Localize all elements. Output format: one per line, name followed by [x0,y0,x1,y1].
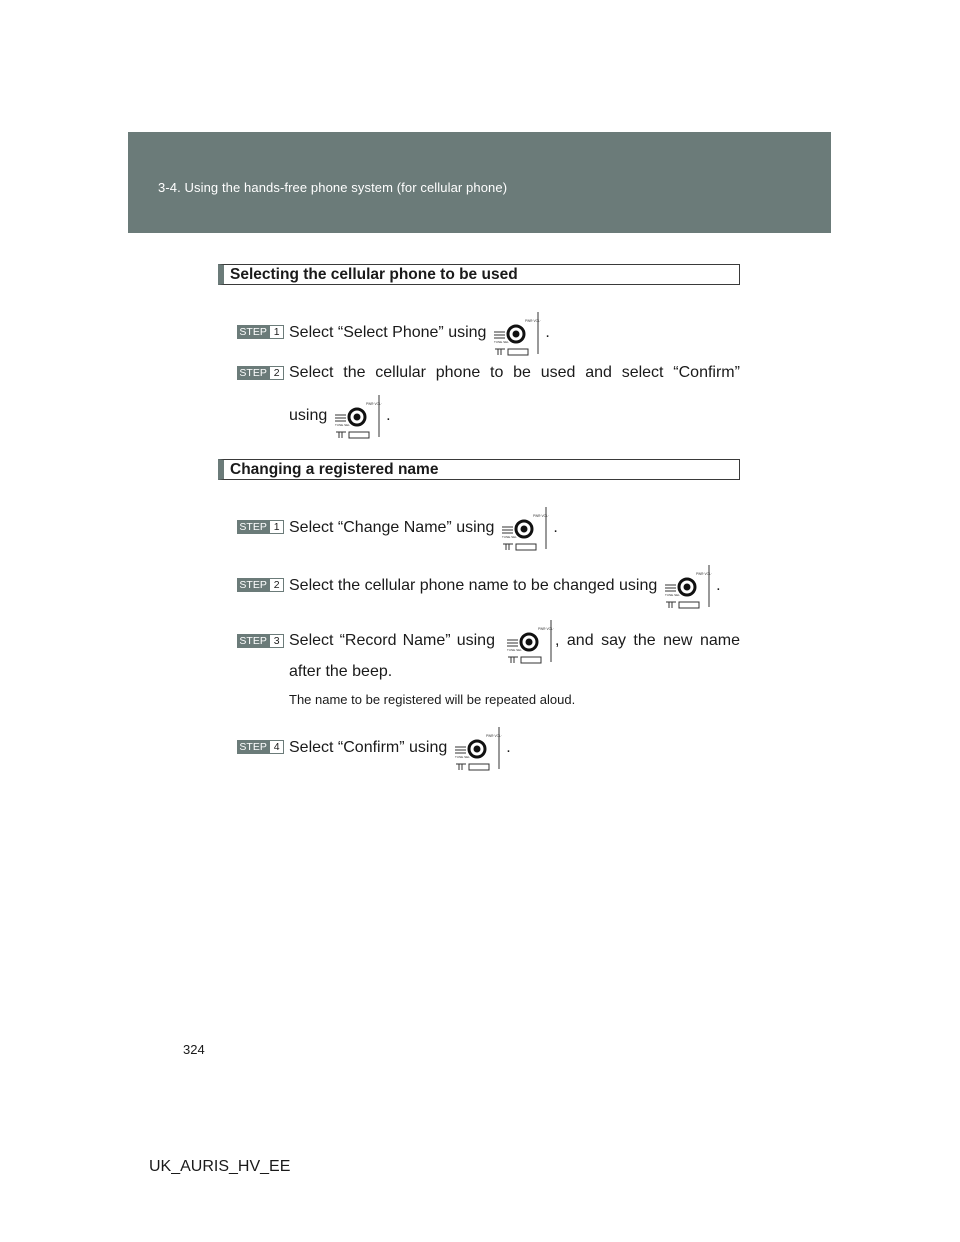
word: select [621,364,664,381]
step-instruction-end: . [716,577,721,594]
word: be [513,364,531,381]
step-instruction: Select the cellular phone name to be changed using [289,577,658,594]
step-instruction: using [289,407,328,424]
step-label: STEP [237,740,269,754]
step-label: STEP [237,366,269,380]
step-badge [237,634,284,648]
step-number: 1 [269,520,284,534]
step-number: 1 [269,325,284,339]
step-text-continued [289,393,391,439]
word: the [343,364,366,381]
step-instruction-end: . [386,407,391,424]
word: Name” [402,632,451,649]
word: the [633,632,656,649]
word: “Record [339,632,397,649]
step-badge [237,366,284,380]
step-text-justified [289,364,740,382]
word: new [663,632,693,649]
step-text-justified-left [289,632,495,650]
header-band [128,132,831,233]
step-number: 2 [269,578,284,592]
document-code: UK_AURIS_HV_EE [149,1158,291,1175]
tune-sel-knob-icon [499,505,549,551]
step-text [289,310,550,356]
word: phone [435,364,481,381]
word: using [456,632,495,649]
step-label: STEP [237,325,269,339]
word: to [490,364,504,381]
word: Select [289,632,334,649]
word: Select [289,364,334,381]
step-number: 3 [269,634,284,648]
chapter-title: 3-4. Using the hands-free phone system (for cellular phone) [158,180,508,195]
step-label: STEP [237,634,269,648]
step-number: 4 [269,740,284,754]
step-instruction-end: . [545,324,550,341]
word: , [555,632,560,649]
word: used [540,364,576,381]
step-text [289,505,558,551]
word: “Confirm” [673,364,740,381]
step-instruction: Select “Change Name” using [289,519,495,536]
section-title: Changing a registered name [230,461,439,478]
word: say [601,632,626,649]
step-label: STEP [237,520,269,534]
step-instruction-end: . [506,739,511,756]
word: name [699,632,740,649]
step-note: The name to be registered will be repeated aloud. [289,692,576,707]
word: cellular [375,364,426,381]
step-number: 2 [269,366,284,380]
step-instruction-end: . [553,519,558,536]
step-instruction: Select “Select Phone” using [289,324,487,341]
tune-sel-knob-icon [491,310,541,356]
section-title: Selecting the cellular phone to be used [230,266,518,283]
tune-sel-knob-icon [452,725,502,771]
section-heading-select-phone [218,264,740,285]
step-badge [237,740,284,754]
step-text [289,725,511,771]
tune-sel-knob-icon [504,618,554,664]
step-text [289,563,721,609]
step-badge [237,520,284,534]
step-badge [237,325,284,339]
word: and [566,632,594,649]
word: and [585,364,612,381]
tune-sel-knob-icon [332,393,382,439]
page-number: 324 [183,1042,205,1057]
step-text-justified-right [555,632,740,650]
section-heading-change-name [218,459,740,480]
tune-sel-knob-icon [662,563,712,609]
step-badge [237,578,284,592]
step-instruction: Select “Confirm” using [289,739,448,756]
step-label: STEP [237,578,269,592]
step-text-continued: after the beep. [289,663,393,680]
